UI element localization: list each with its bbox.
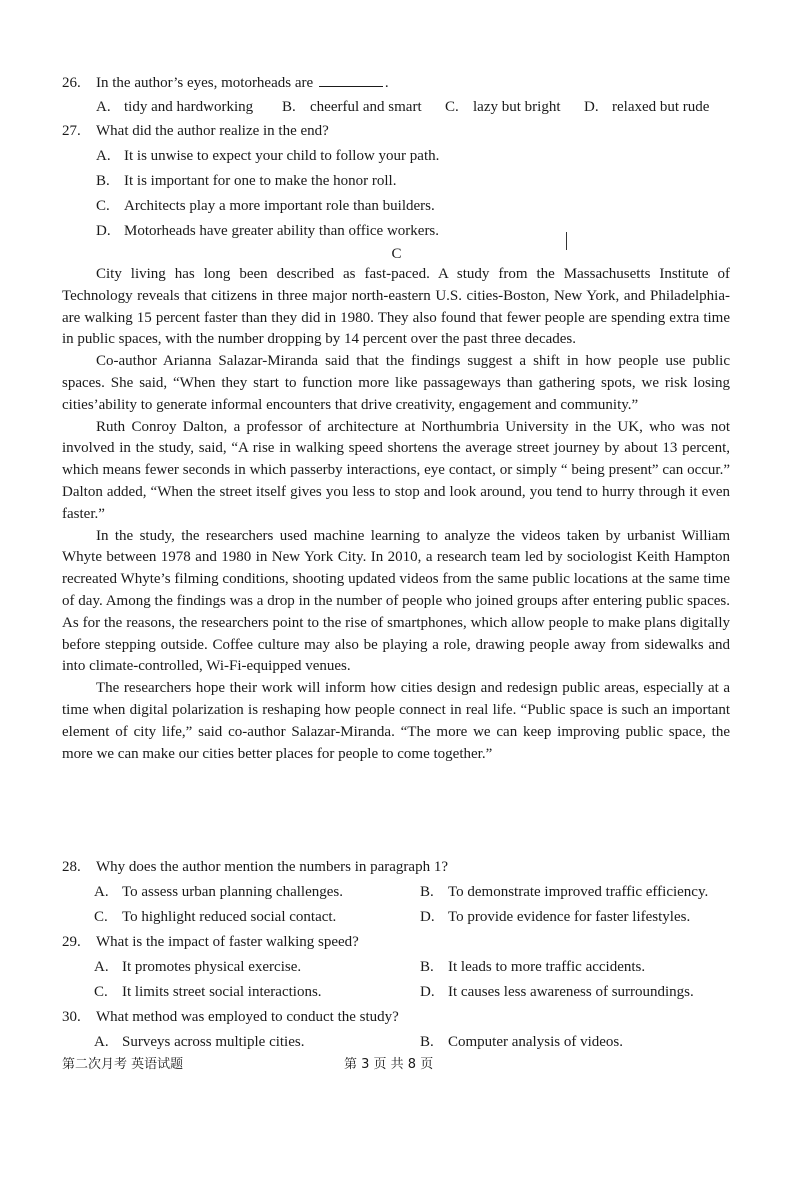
option-text: Architects play a more important role than builders. (124, 198, 435, 214)
option-letter: B. (282, 99, 296, 115)
question-27 (62, 121, 329, 141)
option-28-d (420, 907, 690, 927)
option-text: To demonstrate improved traffic efficiency. (448, 884, 709, 900)
option-letter: A. (96, 99, 111, 115)
question-number: 29. (62, 934, 81, 950)
option-text: It limits street social interactions. (122, 984, 322, 1000)
option-28-c (94, 907, 336, 927)
option-text: Computer analysis of videos. (448, 1034, 623, 1050)
option-letter: A. (94, 884, 109, 900)
passage-paragraph-1: City living has long been described as fast-paced. A study from the Massachusetts Institute of Technology reveals that citizens in three major north-eastern U.S. cities-Boston, New York, and Philadelphia-are walking 15 percent faster than they did in 1980. They also found that fewer people are spending extra time in public spaces, with the number dropping by 14 percent over the past three decades. (62, 266, 730, 348)
question-stem: In the author’s eyes, motorheads are (96, 75, 314, 91)
option-text: cheerful and smart (310, 99, 422, 115)
answer-blank (319, 72, 383, 87)
option-letter: C. (445, 99, 459, 115)
option-letter: C. (94, 909, 108, 925)
question-number: 26. (62, 75, 81, 91)
option-text: Surveys across multiple cities. (122, 1034, 305, 1050)
option-28-a (94, 882, 343, 902)
option-26-a (96, 97, 253, 117)
option-text: relaxed but rude (612, 99, 710, 115)
option-text: Motorheads have greater ability than office workers. (124, 223, 440, 239)
option-text: To highlight reduced social contact. (122, 909, 337, 925)
option-letter: C. (96, 198, 110, 214)
option-text: It promotes physical exercise. (122, 959, 302, 975)
question-stem-end: . (384, 75, 389, 91)
option-29-b (420, 957, 645, 977)
option-27-a (96, 146, 439, 166)
option-26-d (584, 97, 709, 117)
passage-paragraph-4: In the study, the researchers used machine learning to analyze the videos taken by urbanist William Whyte between 1978 and 1980 in New York City. In 2010, a research team led by sociologist Keith Hampton recreated Whyte’s filming conditions, shooting updated videos from the same public locations at the same time of day. Among the findings was a drop in the number of people who joined groups after entering public spaces. As for the reasons, the researchers point to the rise of smartphones, which allow people to make plans digitally before stepping outside. Coffee culture may also be playing a role, drawing people away from sidewalks and into climate-controlled, Wi-Fi-equipped venues. (62, 527, 730, 675)
option-text: lazy but bright (473, 99, 561, 115)
option-letter: D. (96, 223, 111, 239)
option-text: It is unwise to expect your child to follow your path. (124, 148, 440, 164)
option-letter: D. (420, 984, 435, 1000)
option-26-b (282, 97, 422, 117)
option-27-b (96, 171, 396, 191)
option-text: It causes less awareness of surroundings. (448, 984, 694, 1000)
option-letter: B. (420, 884, 434, 900)
reading-passage (62, 264, 730, 765)
option-text: tidy and hardworking (124, 99, 254, 115)
option-29-a (94, 957, 301, 977)
option-27-d (96, 221, 439, 241)
option-text: It is important for one to make the honor roll. (124, 173, 397, 189)
passage-paragraph-3: Ruth Conroy Dalton, a professor of architecture at Northumbria University in the UK, who was not involved in the study, said, “A rise in walking speed shortens the average street journey by about 13 percent, which means fewer seconds in which passerby interactions, eye contact, or simply “ being present” can occur.” Dalton added, “When the street itself gives you less to stop and look around, you tend to hurry through it even faster.” (62, 418, 730, 522)
option-28-b (420, 882, 708, 902)
question-26 (62, 72, 389, 93)
option-30-b (420, 1032, 623, 1052)
option-30-a (94, 1032, 304, 1052)
option-letter: A. (96, 148, 111, 164)
question-stem: Why does the author mention the numbers in paragraph 1? (96, 859, 448, 875)
option-letter: B. (96, 173, 110, 189)
question-29 (62, 932, 359, 952)
option-letter: B. (420, 959, 434, 975)
question-30 (62, 1007, 399, 1027)
option-letter: A. (94, 959, 109, 975)
option-27-c (96, 196, 435, 216)
option-letter: B. (420, 1034, 434, 1050)
question-number: 30. (62, 1009, 81, 1025)
question-stem: What method was employed to conduct the study? (96, 1009, 399, 1025)
option-29-c (94, 982, 322, 1002)
option-letter: D. (420, 909, 435, 925)
option-text: To assess urban planning challenges. (122, 884, 343, 900)
option-text: It leads to more traffic accidents. (448, 959, 646, 975)
question-stem: What did the author realize in the end? (96, 123, 329, 139)
question-stem: What is the impact of faster walking speed? (96, 934, 359, 950)
passage-paragraph-2: Co-author Arianna Salazar-Miranda said that the findings suggest a shift in how people use public spaces. She said, “When they start to function more like passageways than gathering spots, we risk losing cities’ability to generate informal encounters that drive creativity, engagement and community.” (62, 353, 730, 413)
option-text: To provide evidence for faster lifestyles. (448, 909, 691, 925)
footer-page-number: 第 3 页 共 8 页 (344, 1057, 434, 1072)
passage-paragraph-5: The researchers hope their work will inform how cities design and redesign public areas, especially at a time when digital polarization is reshaping how people connect in real life. “Public space is such an important element of city life,” said co-author Salazar-Miranda. “The more we can keep improving public space, the more we can make our cities better places for people to come together.” (62, 680, 730, 762)
question-28 (62, 857, 448, 877)
footer-exam-title: 第二次月考 英语试题 (62, 1057, 184, 1072)
question-number: 27. (62, 123, 81, 139)
option-29-d (420, 982, 694, 1002)
section-title: C (391, 246, 402, 262)
option-26-c (445, 97, 560, 117)
question-number: 28. (62, 859, 81, 875)
option-letter: C. (94, 984, 108, 1000)
option-letter: D. (584, 99, 599, 115)
option-letter: A. (94, 1034, 109, 1050)
